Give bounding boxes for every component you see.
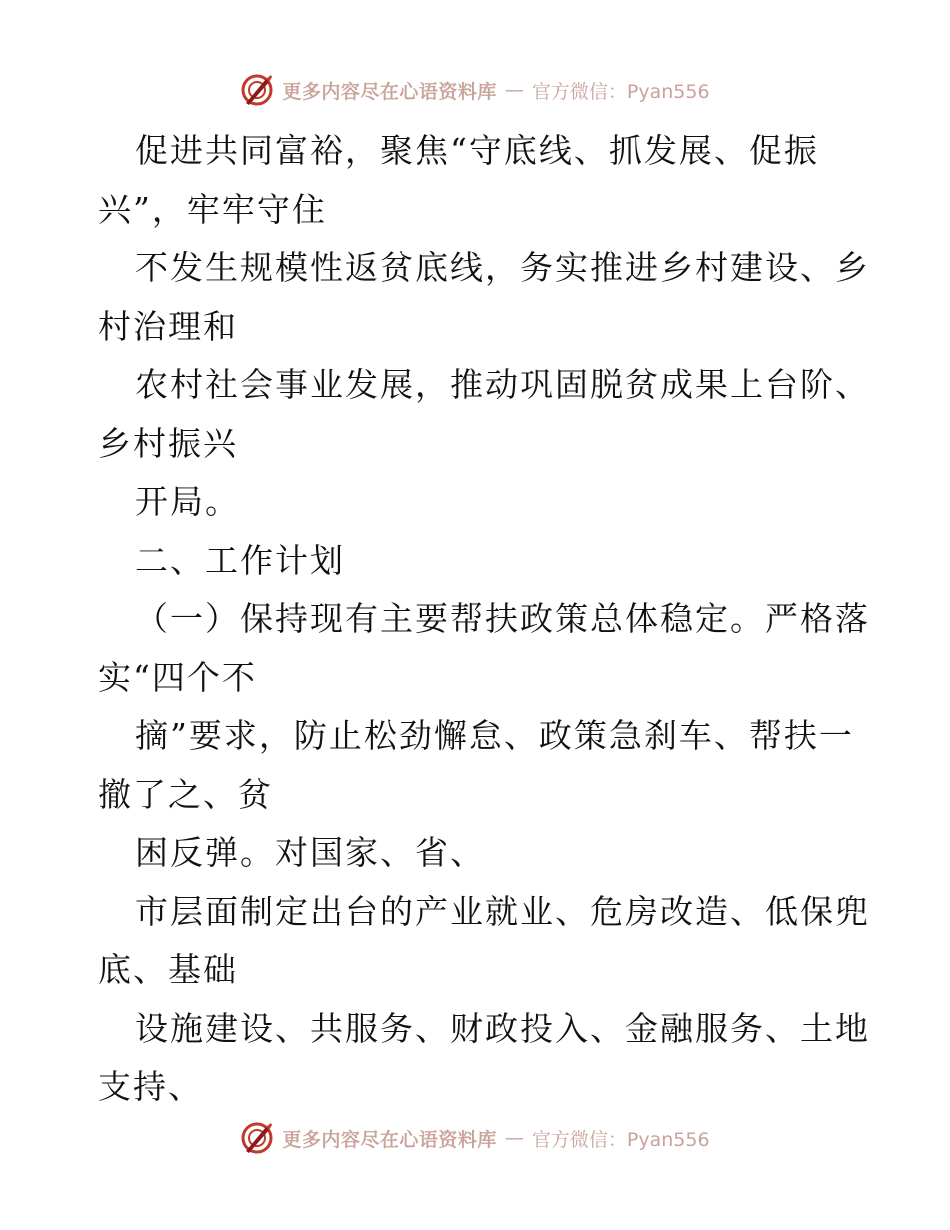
pen-logo-icon <box>240 73 274 107</box>
watermark-wechat-text: 官方微信：Pyan556 <box>531 1128 710 1151</box>
watermark-dash: — <box>504 1127 524 1149</box>
text-line: 兴”，牢牢守住 <box>98 189 327 229</box>
text-line: 实“四个不 <box>98 657 257 697</box>
text-line: 市层面制定出台的产业就业、危房改造、低保兜 <box>135 891 870 931</box>
text-line: 促进共同富裕，聚焦“守底线、抓发展、促振 <box>135 131 819 170</box>
text-line: （一）保持现有主要帮扶政策总体稳定。严格落 <box>135 599 870 638</box>
text-line: 撤了之、贫 <box>98 774 273 814</box>
text-line: 开局。 <box>135 482 240 521</box>
watermark-dash: — <box>504 79 524 101</box>
watermark-wechat-text: 官方微信：Pyan556 <box>531 80 710 103</box>
footer-watermark <box>0 1118 950 1158</box>
text-line: 设施建设、共服务、财政投入、金融服务、土地 <box>135 1008 870 1048</box>
text-line: 支持、 <box>98 1067 203 1106</box>
watermark-site-text: 更多内容尽在心语资料库 <box>282 1128 497 1151</box>
watermark-site-text: 更多内容尽在心语资料库 <box>282 80 497 103</box>
text-line: 村治理和 <box>98 306 238 346</box>
pen-logo-icon <box>240 1121 274 1155</box>
header-watermark <box>0 70 950 110</box>
document-body <box>98 122 870 1117</box>
text-line: 乡村振兴 <box>98 423 238 463</box>
text-line: 不发生规模性返贫底线，务实推进乡村建设、乡 <box>135 248 870 287</box>
text-line: 困反弹。对国家、省、 <box>135 833 485 872</box>
text-line: 农村社会事业发展，推动巩固脱贫成果上台阶、 <box>135 365 870 404</box>
text-line: 二、工作计划 <box>135 540 345 580</box>
text-line: 底、基础 <box>98 950 238 989</box>
text-line: 摘”要求，防止松劲懈怠、政策急刹车、帮扶一 <box>135 716 854 755</box>
